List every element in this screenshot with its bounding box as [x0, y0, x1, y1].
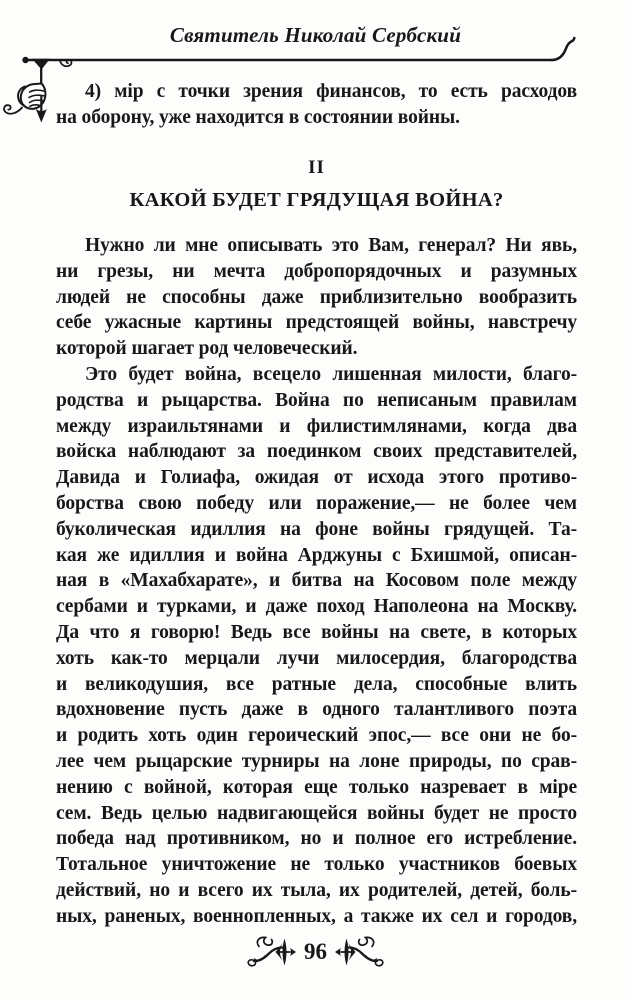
text-line: 4) мір с точки зрения финансов, то есть расходов [85, 81, 577, 102]
rule-end-hook [552, 38, 574, 60]
text-line: и родить хоть один героический эпос,— все они не бо- [56, 725, 577, 747]
page-footer [0, 936, 631, 968]
text-line: родства и рыцарства. Война по неписаным правилам [56, 389, 577, 411]
footer-flourish-left-icon [246, 936, 296, 968]
paragraph [56, 233, 577, 362]
page-number: 96 [304, 939, 327, 964]
paragraph [56, 362, 577, 930]
text-line: вдохновение пусть даже в одного талантливого поэта [56, 699, 577, 721]
text-line: и великодушия, все ратные дела, способные влить [56, 673, 577, 695]
text-line: между израильтянами и филистимлянами, когда два [56, 415, 577, 437]
text-line: на оборону, уже находится в состоянии войны. [56, 106, 460, 128]
text-line: сем. Ведь целью надвигающейся войны будет не просто [56, 802, 577, 824]
text-line: нению с войной, которая еще только назревает в міре [56, 776, 577, 798]
text-line: людей не способны даже приблизительно вообразить [56, 286, 577, 308]
text-line: ни грезы, ни мечта добропорядочных и разумных [56, 260, 577, 282]
text-line: сербами и турками, и даже поход Наполеона на Москву. [56, 596, 577, 618]
text-line: действий, но и всего их тыла, их родителей, детей, боль- [56, 879, 577, 901]
chapter-title: КАКОЙ БУДЕТ ГРЯДУЩАЯ ВОЙНА? [129, 189, 504, 211]
text-line: лее чем рыцарские турниры на лоне природы, по срав- [56, 750, 577, 772]
text-line: Да что я говорю! Ведь все войны на свете, в которых [56, 621, 577, 643]
hand-dart [36, 109, 47, 123]
text-line: кая же идиллия и война Арджуны с Бхишмой, описан- [56, 544, 577, 566]
paragraph-intro [56, 79, 577, 131]
text-line: ная в «Махабхарате», и битва на Косовом поле между [56, 570, 577, 592]
text-line: победа над противником, но и полное его истребление. [56, 828, 577, 850]
text-line: ных, раненых, военнопленных, а также их сел и городов, [56, 905, 577, 927]
text-line: Давида и Голиафа, ожидая от исхода этого противо- [56, 467, 577, 489]
text-line: хоть как-то мерцали лучи милосердия, благородства [56, 647, 577, 669]
footer-flourish-right-icon [335, 936, 385, 968]
text-line: войска наблюдают за поединком своих представителей, [56, 441, 577, 463]
text-line: себе ужасные картины предстоящей войны, навстречу [56, 312, 577, 334]
running-header-title: Святитель Николай Сербский [169, 23, 462, 47]
text-line: которой шагает род человеческий. [56, 338, 358, 360]
text-line: борства свою победу или поражение,— не более чем [56, 492, 577, 514]
text-line: Нужно ли мне описывать это Вам, генерал? Ни явь, [85, 235, 577, 256]
chapter-body [56, 233, 577, 930]
text-line: Это будет война, всецело лишенная милости, благо- [85, 363, 577, 385]
chapter-number: II [308, 157, 325, 178]
text-line: Тотальное уничтожение не только участников боевых [56, 854, 577, 876]
text-line: буколическая идиллия на фоне войны грядущей. Та- [56, 518, 577, 540]
